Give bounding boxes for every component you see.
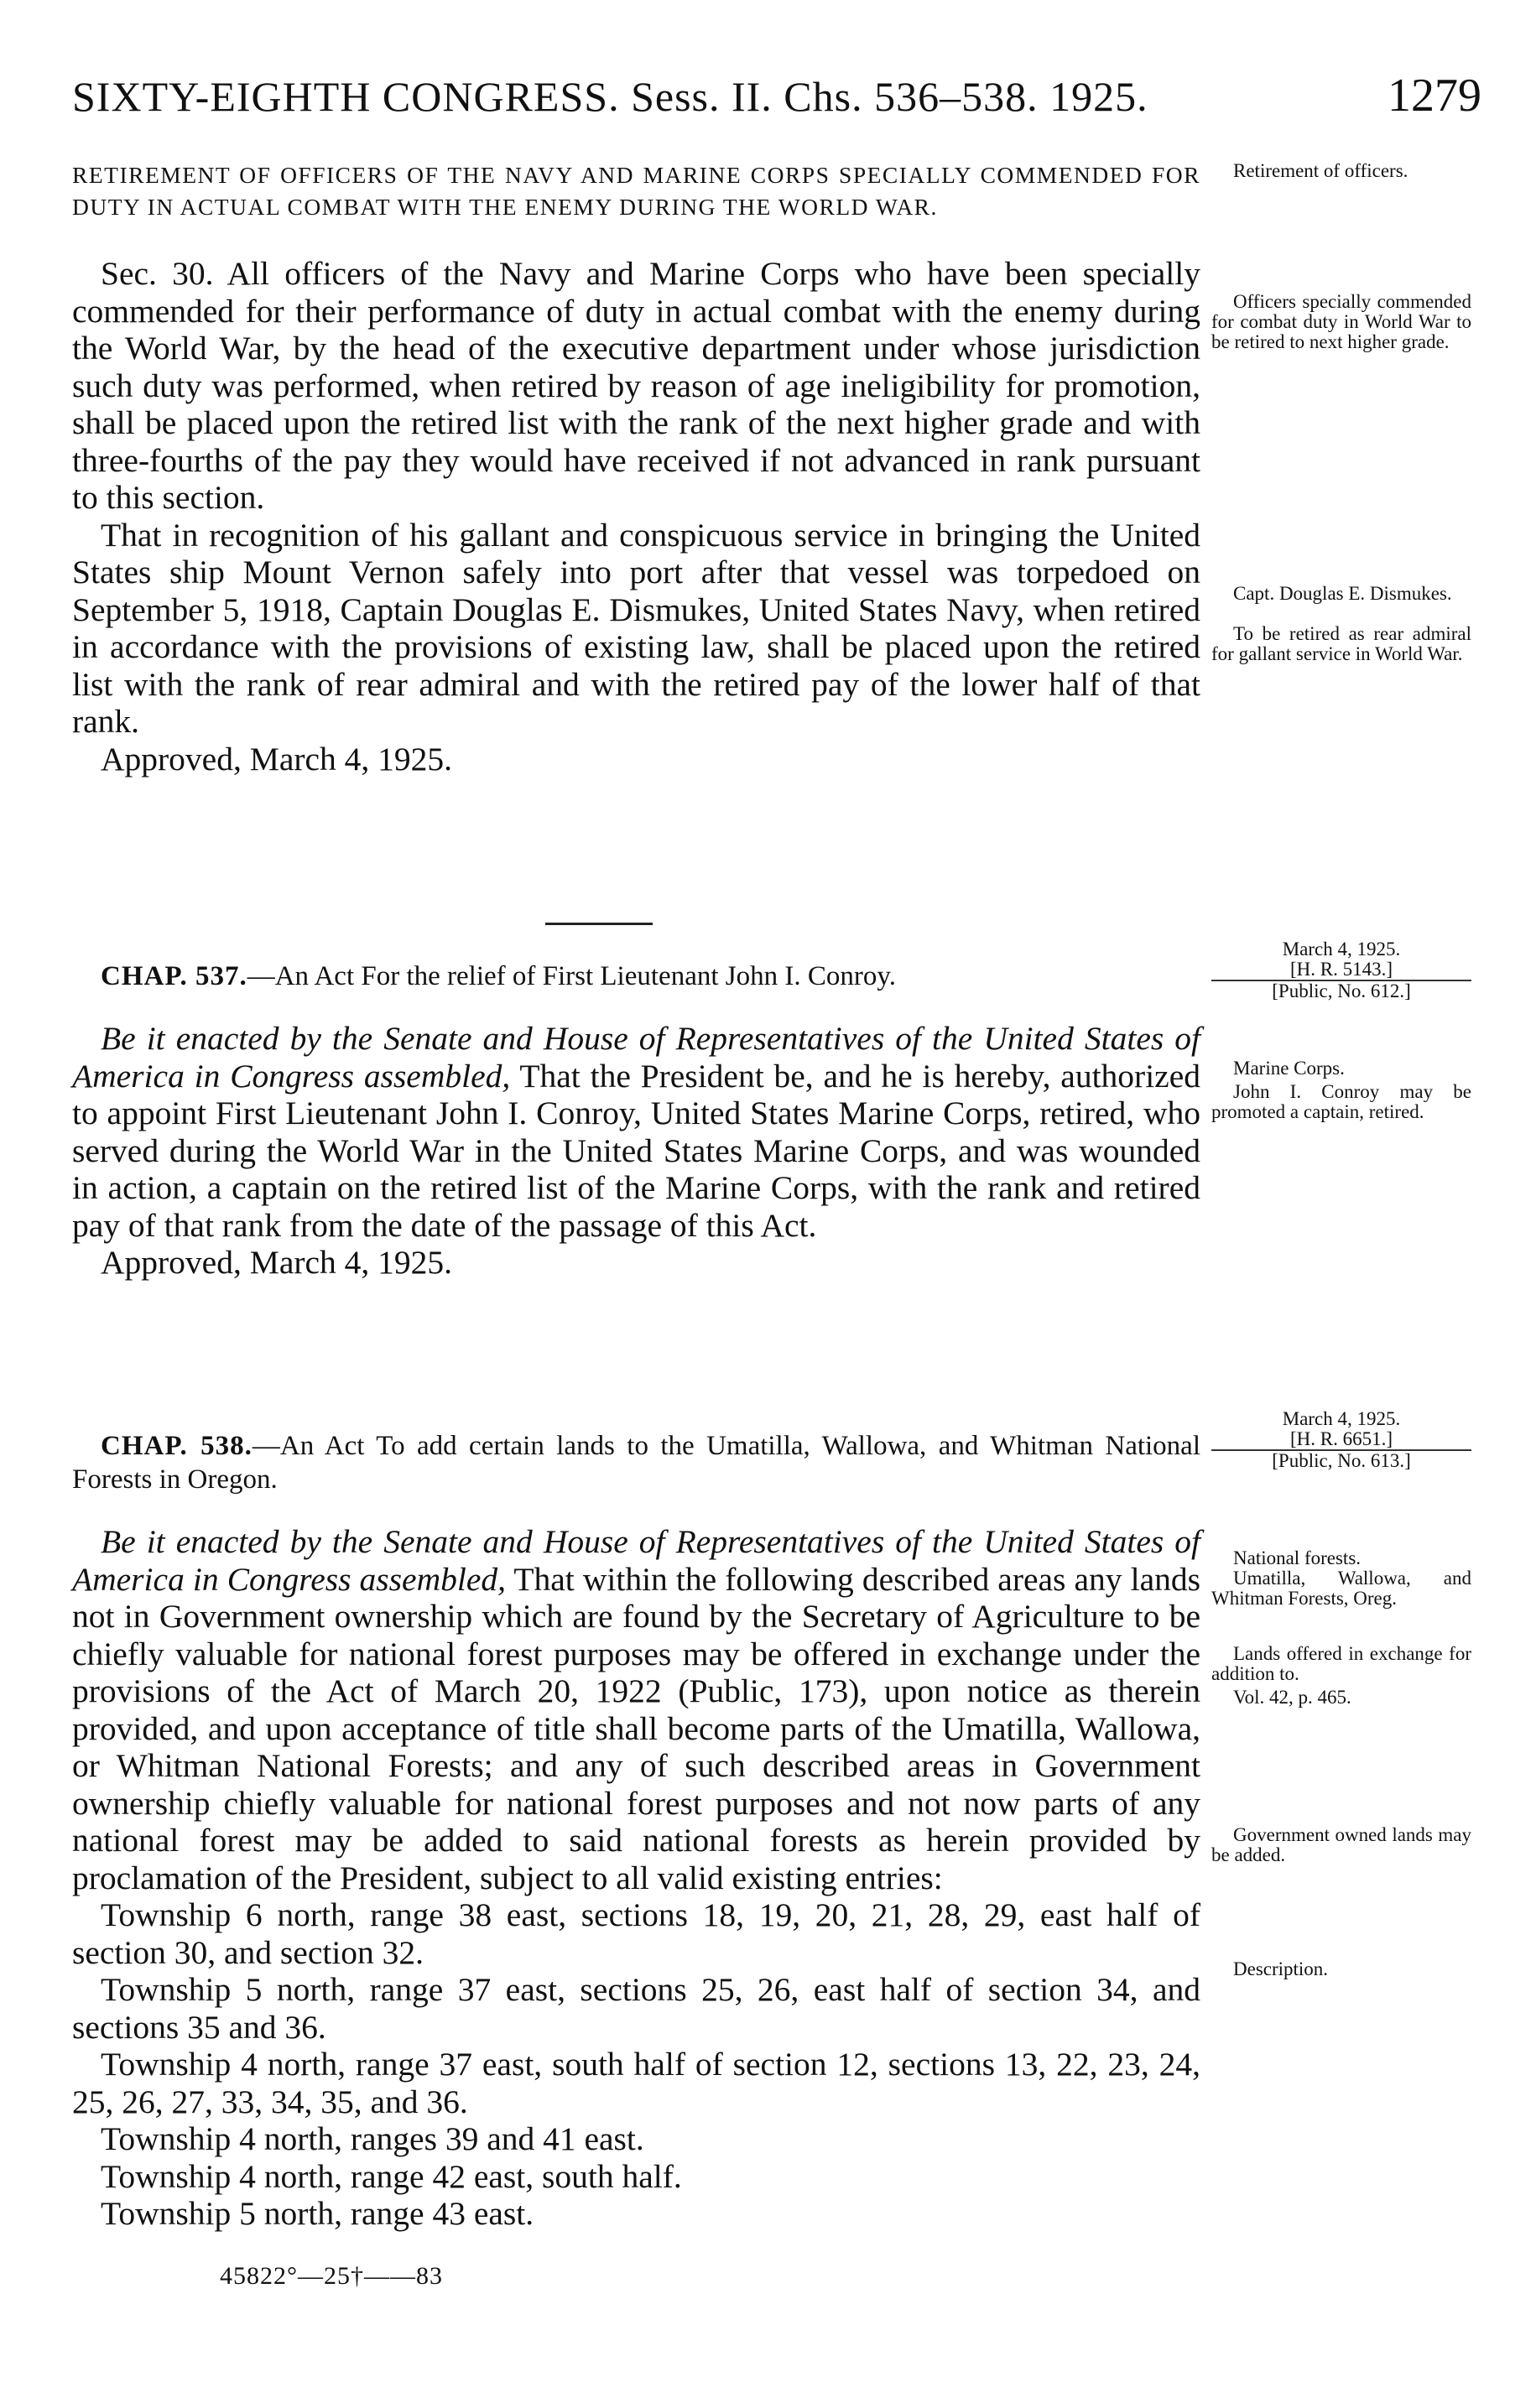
chap-537-enacting-paragraph	[72, 1020, 1200, 1244]
chap-537-bill: [H. R. 5143.]	[1289, 959, 1393, 980]
section-30-margin-note-4	[1211, 624, 1471, 664]
chap-537-title	[72, 960, 1200, 993]
chap-538-body: That within the following described areas any lands not in Government ownership which are found by the Secretary of Agriculture to be chiefly valuable for national forest purposes may be offered in exchange under the provisions of the Act of March 20, 1922 (Public, 173), upon notice as therein provided, and upon acceptance of title shall become parts of the Umatilla, Wallowa, or Whitman National Forests; and any of such described areas in Government ownership chiefly valuable for national forest purposes and not now parts of any national forest may be added to said national forests as herein provided by proclamation of the President, subject to all valid existing entries:	[72, 1560, 1201, 1896]
margin-note-text: Umatilla, Wallowa, and Whitman Forests, Oreg.	[1211, 1568, 1471, 1609]
margin-note-text: Vol. 42, p. 465.	[1233, 1687, 1351, 1708]
chap-537-dateline	[1211, 939, 1471, 1001]
chap-538-public: [Public, No. 613.]	[1211, 1449, 1471, 1471]
chap-538-margin-note-6	[1211, 1959, 1471, 1979]
chap-537-body: That the President be, and he is hereby, authorized to appoint First Lieutenant John I. Conroy, United States Marine Corps, retired, who served during the World War in the United States Marine Corps, and was wounded in action, a captain on the retired list of the Marine Corps, with the rank and retired pay of that rank from the date of the passage of this Act.	[72, 1057, 1200, 1244]
township-item: Township 5 north, range 43 east.	[101, 2195, 534, 2232]
margin-note-text: John I. Conroy may be promoted a captain, retired.	[1211, 1081, 1471, 1122]
township-item: Township 4 north, range 42 east, south half.	[101, 2157, 682, 2195]
chap-538-title	[72, 1429, 1200, 1496]
township-item: Township 4 north, ranges 39 and 41 east.	[101, 2120, 644, 2157]
township-item: Township 5 north, range 37 east, sections 25, 26, east half of section 34, and sections 35 and 36.	[72, 1971, 1200, 2046]
margin-note-text: Marine Corps.	[1233, 1058, 1345, 1079]
chap-538-title-text: —An Act To add certain lands to the Umatilla, Wallowa, and Whitman National Forests in Oregon.	[72, 1431, 1200, 1495]
chap-538-bill: [H. R. 6651.]	[1289, 1428, 1393, 1449]
margin-note-text: Retirement of officers.	[1233, 160, 1408, 181]
section-30-heading: RETIREMENT OF OFFICERS OF THE NAVY AND MARINE CORPS SPECIALLY COMMENDED FOR DUTY IN ACTUAL COMBAT WITH THE ENEMY DURING THE WORLD WAR.	[72, 162, 1200, 220]
chap-538-enacting-paragraph	[72, 1523, 1200, 1896]
margin-note-text: Officers specially commended for combat duty in World War to be retired to next higher grade.	[1211, 291, 1471, 352]
margin-note-text: Government owned lands may be added.	[1211, 1824, 1471, 1865]
chap-537-enacting-clause: Be it enacted by the Senate and House of Representatives of the United States of America in Congress assembled,	[72, 1020, 1200, 1095]
chap-538-margin-note-4	[1211, 1688, 1471, 1708]
chap-538	[72, 1429, 1200, 2233]
chap-537-public: [Public, No. 612.]	[1211, 980, 1471, 1001]
section-30-paragraph-1: Sec. 30. All officers of the Navy and Marine Corps who have been specially commended for their performance of duty in actual combat with the enemy during the World War, by the head of the executive department under whose jurisdiction such duty was performed, when retired by reason of age ineligibility for promotion, shall be placed upon the retired list with the rank of the next higher grade and with three-fourths of the pay they would have received if not advanced in rank pursuant to this section.	[72, 255, 1200, 516]
section-30-margin-note-3	[1211, 584, 1471, 604]
township-item: Township 6 north, range 38 east, sections 18, 19, 20, 21, 28, 29, east half of section 30, and section 32.	[72, 1896, 1200, 1971]
chap-538-margin-note-5	[1211, 1825, 1471, 1865]
running-head	[72, 57, 1481, 133]
margin-note-text: Lands offered in exchange for addition to.	[1211, 1643, 1471, 1684]
printer-signature: 45822°—25†——83	[220, 2262, 443, 2290]
margin-note-text: Description.	[1233, 1958, 1329, 1979]
chap-537-approved: Approved, March 4, 1925.	[101, 1244, 453, 1281]
chap-538-enacting-clause: Be it enacted by the Senate and House of Representatives of the United States of America in Congress assembled,	[72, 1523, 1200, 1598]
section-30	[72, 159, 1200, 778]
chap-537-number: CHAP. 537.	[101, 961, 247, 991]
section-30-paragraph-2: That in recognition of his gallant and conspicuous service in bringing the United States ship Mount Vernon safely into port after that vessel was torpedoed on September 5, 1918, Captain Douglas E. Dismukes, United States Navy, when retired in accordance with the provisions of existing law, shall be placed upon the retired list with the rank of rear admiral and with the retired pay of the lower half of that rank.	[72, 516, 1200, 740]
chap-538-margin-note-3	[1211, 1644, 1471, 1684]
chap-537-margin-note-1	[1211, 1058, 1471, 1079]
margin-note-text: Capt. Douglas E. Dismukes.	[1233, 583, 1452, 604]
chap-537-date: March 4, 1925.	[1282, 939, 1401, 960]
section-30-approved: Approved, March 4, 1925.	[101, 740, 453, 778]
margin-note-text: National forests.	[1233, 1547, 1362, 1568]
divider-rule	[545, 923, 653, 925]
chap-538-margin-note-2	[1211, 1568, 1471, 1609]
chap-537-title-text: —An Act For the relief of First Lieutenant John I. Conroy.	[247, 961, 896, 991]
running-head-title: SIXTY-EIGHTH CONGRESS. Sess. II. Chs. 536–538. 1925.	[72, 73, 1148, 120]
chap-538-dateline	[1211, 1409, 1471, 1471]
chap-537-margin-note-2	[1211, 1082, 1471, 1122]
chap-538-margin-note-1	[1211, 1548, 1471, 1568]
township-item: Township 4 north, range 37 east, south half of section 12, sections 13, 22, 23, 24, 25, 26, 27, 33, 34, 35, and 36.	[72, 2046, 1200, 2120]
page-number: 1279	[1388, 70, 1481, 122]
chap-538-date: March 4, 1925.	[1282, 1408, 1401, 1429]
chap-538-number: CHAP. 538.	[101, 1431, 253, 1461]
chap-537	[72, 960, 1200, 1282]
section-30-margin-note-2	[1211, 292, 1471, 352]
section-30-margin-note-1	[1211, 161, 1471, 181]
margin-note-text: To be retired as rear admiral for gallant service in World War.	[1211, 623, 1471, 664]
